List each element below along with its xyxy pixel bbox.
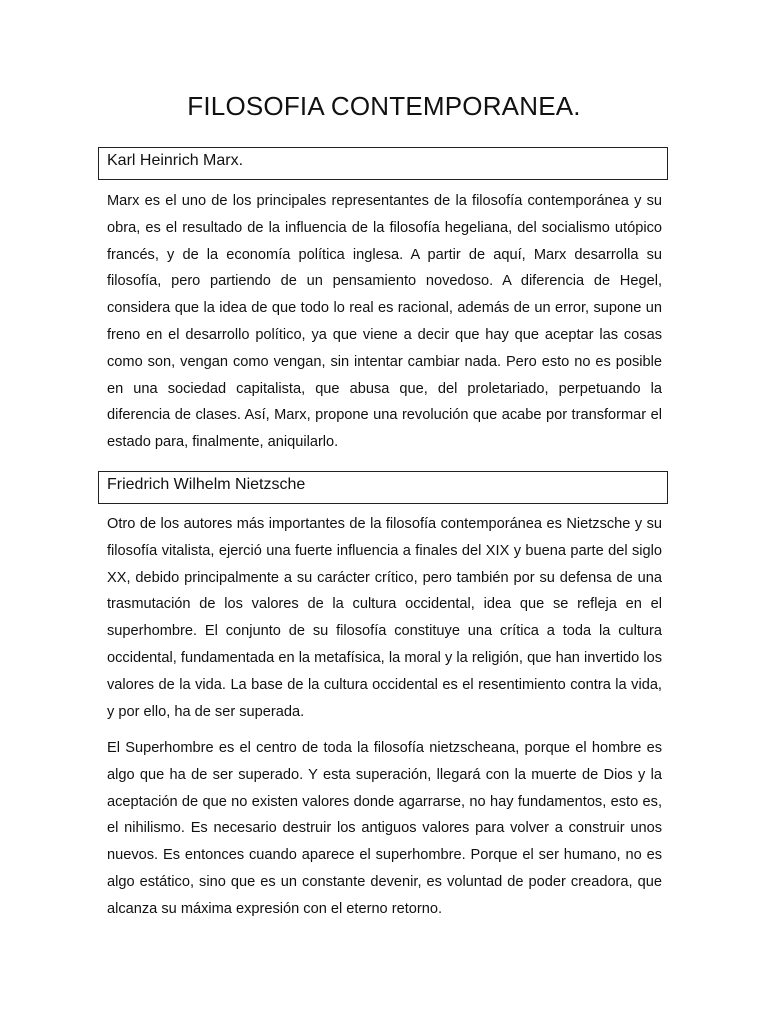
- paragraph-nietzsche-2: El Superhombre es el centro de toda la filosofía nietzscheana, porque el hombre es algo que ha de ser superado. Y esta superación, llegará con la muerte de Dios y la aceptación de que no existen valores donde agarrarse, no hay fundamentos, esto es, el nihilismo. Es necesario destruir los antiguos valores para volver a construir unos nuevos. Es entonces cuando aparece el superhombre. Porque el ser humano, no es algo estático, sino que es un constante devenir, es voluntad de poder creadora, que alcanza su máxima expresión con el eterno retorno.: [107, 740, 662, 917]
- document-title: FILOSOFIA CONTEMPORANEA.: [187, 91, 581, 121]
- section-heading-nietzsche: Friedrich Wilhelm Nietzsche: [98, 471, 668, 504]
- paragraph-marx: Marx es el uno de los principales representantes de la filosofía contemporánea y su obra, es el resultado de la influencia de la filosofía hegeliana, del socialismo utópico francés, y de la economía política inglesa. A partir de aquí, Marx desarrolla su filosofía, pero partiendo de un pensamiento novedoso. A diferencia de Hegel, considera que la idea de que todo lo real es racional, además de un error, supone un freno en el desarrollo político, ya que viene a decir que hay que aceptar las cosas como son, vengan como vengan, sin intentar cambiar nada. Pero esto no es posible en una sociedad capitalista, que abusa que, del proletariado, perpetuando la diferencia de clases. Así, Marx, propone una revolución que acabe por transformar el estado para, finalmente, aniquilarlo.: [107, 193, 662, 451]
- paragraph-nietzsche-1: Otro de los autores más importantes de la filosofía contemporánea es Nietzsche y su filosofía vitalista, ejerció una fuerte influencia a finales del XIX y buena parte del siglo XX, debido principalmente a su carácter crítico, pero también por su defensa de una trasmutación de los valores de la cultura occidental, idea que se refleja en el superhombre. El conjunto de su filosofía constituye una crítica a toda la cultura occidental, fundamentada en la metafísica, la moral y la religión, que han invertido los valores de la vida. La base de la cultura occidental es el resentimiento contra la vida, y por ello, ha de ser superada.: [107, 516, 662, 720]
- section-heading-marx: Karl Heinrich Marx.: [98, 147, 668, 180]
